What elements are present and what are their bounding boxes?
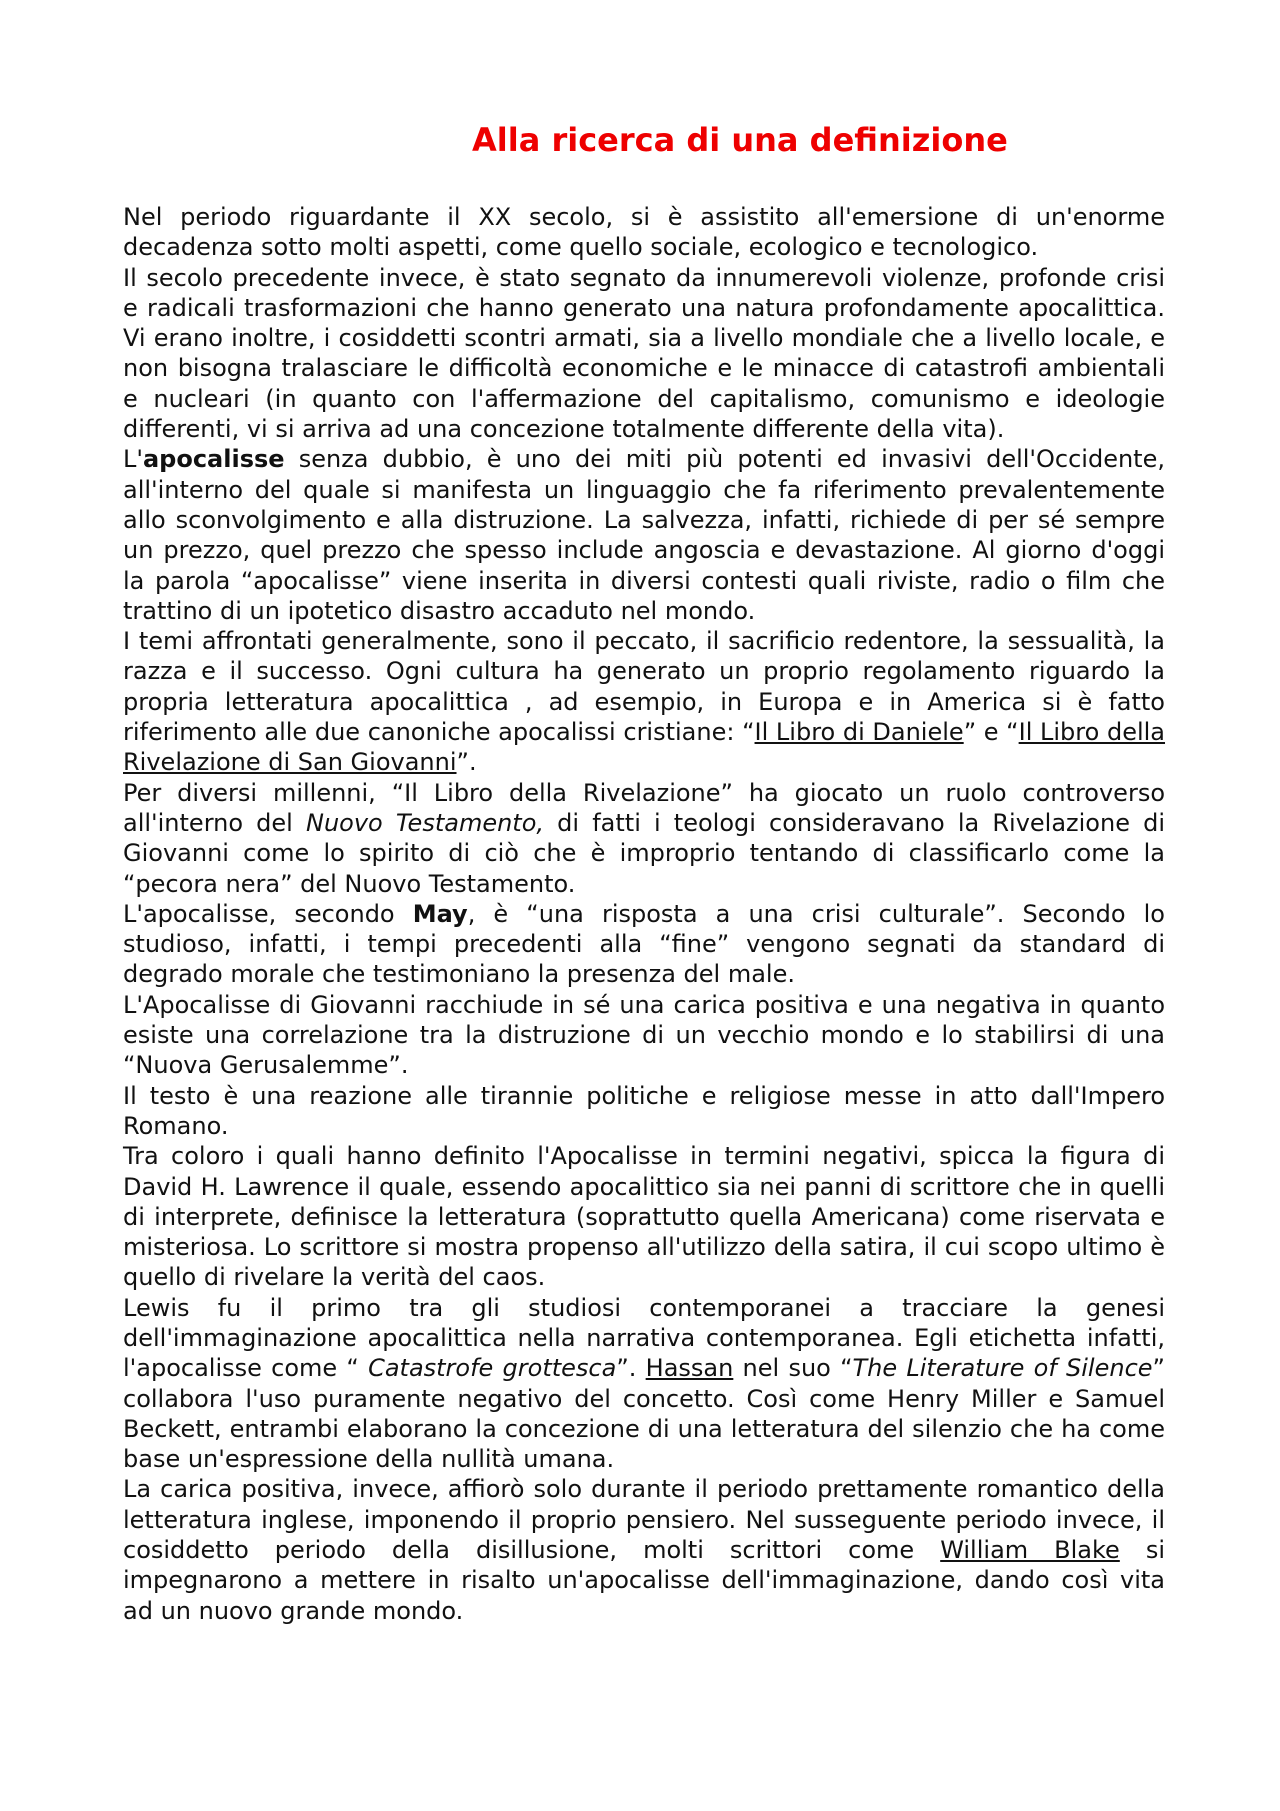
text-span: ”. <box>456 748 477 777</box>
paragraph-2: Il secolo precedente invece, è stato segnato da innumerevoli violenze, profonde crisi e radicali trasformazioni che hanno generato una natura profondamente apocalittica. Vi erano inoltre, i cosiddetti scontri armati, sia a livello mondiale che a livello locale, e non bisogna tralasciare le difficoltà economiche e le minacce di catastrofi ambientali e nucleari (in quanto con l'affermazione del capitalismo, comunismo e ideologie differenti, vi si arriva ad una concezione totalmente differente della vita). <box>123 263 1165 444</box>
text-span: , è “una risposta a una crisi culturale”. Secondo lo studioso, infatti, i tempi precedenti alla “fine” vengono segnati da standard di degrado morale che testimoniano la presenza del male. <box>123 899 1165 989</box>
text-span: Lewis fu il primo tra gli studiosi contemporanei a tracciare la genesi dell'immaginazione apocalittica nella narrativa contemporanea. Egli etichetta infatti, l'apocalisse come “ <box>123 1293 1165 1383</box>
text-span: L' <box>123 445 143 474</box>
paragraph-11 <box>123 1474 1165 1625</box>
paragraph-7: L'Apocalisse di Giovanni racchiude in sé una carica positiva e una negativa in quanto esiste una correlazione tra la distruzione di un vecchio mondo e lo stabilirsi di una “Nuova Gerusalemme”. <box>123 990 1165 1080</box>
document-page <box>123 120 1165 1626</box>
text-span: si impegnarono a mettere in risalto un'apocalisse dell'immaginazione, dando così vita ad un nuovo grande mondo. <box>123 1536 1165 1625</box>
paragraph-6 <box>123 899 1165 990</box>
text-span: senza dubbio, è uno dei miti più potenti ed invasivi dell'Occidente, all'interno del quale si manifesta un linguaggio che fa riferimento prevalentemente allo sconvolgimento e alla distruzione. La salvezza, infatti, richiede di per sé sempre un prezzo, quel prezzo che spesso include angoscia e devastazione. Al giorno d'oggi la parola “apocalisse” viene inserita in diversi contesti quali riviste, radio o film che trattino di un ipotetico disastro accaduto nel mondo. <box>123 445 1165 625</box>
paragraph-5 <box>123 778 1165 899</box>
link-libro-di-daniele[interactable]: Il Libro di Daniele <box>754 718 964 747</box>
link-libro-rivelazione[interactable]: Il Libro della Rivelazione di San Giovanni <box>123 718 1166 777</box>
paragraph-3 <box>123 444 1165 626</box>
italic-catastrofe-grottesca: Catastrofe grottesca <box>368 1354 617 1383</box>
link-william-blake[interactable]: William Blake <box>940 1536 1120 1565</box>
text-span: La carica positiva, invece, affiorò solo durante il periodo prettamente romantico della letteratura inglese, imponendo il proprio pensiero. Nel susseguente periodo invece, il cosiddetto periodo della disillusione, molti scrittori come <box>123 1475 1165 1565</box>
paragraph-9: Tra coloro i quali hanno definito l'Apocalisse in termini negativi, spicca la figura di David H. Lawrence il quale, essendo apocalittico sia nei panni di scrittore che in quelli di interprete, definisce la letteratura (soprattutto quella Americana) come riservata e misteriosa. Lo scrittore si mostra propenso all'utilizzo della satira, il cui scopo ultimo è quello di rivelare la verità del caos. <box>123 1142 1165 1292</box>
text-span: Per diversi millenni, “Il Libro della Rivelazione” ha giocato un ruolo controverso all'interno del <box>123 778 1165 837</box>
text-span: L'apocalisse, secondo <box>123 899 413 928</box>
text-span: di fatti i teologi consideravano la Rivelazione di Giovanni come lo spirito di ciò che è improprio tentando di classificarlo come la “pecora nera” del Nuovo Testamento. <box>123 808 1166 898</box>
text-span: I temi affrontati generalmente, sono il peccato, il sacrificio redentore, la sessualità, la razza e il successo. Ogni cultura ha generato un proprio regolamento riguardo la propria letteratura apocalittica , ad esempio, in Europa e in America si è fatto riferimento alle due canoniche apocalissi cristiane: “ <box>123 627 1165 747</box>
page-title: Alla ricerca di una definizione <box>472 121 1008 159</box>
text-span: ” collabora l'uso puramente negativo del concetto. Così come Henry Miller e Samuel Beckett, entrambi elaborano la concezione di una letteratura del silenzio che ha come base un'espressione della nullità umana. <box>123 1354 1165 1474</box>
text-span: ” e “ <box>963 718 1019 747</box>
link-hassan[interactable]: Hassan <box>645 1354 734 1383</box>
italic-nuovo-testamento: Nuovo Testamento, <box>305 808 545 837</box>
paragraph-10 <box>123 1293 1165 1475</box>
paragraph-4 <box>123 626 1165 777</box>
bold-name-may: May <box>412 899 468 928</box>
paragraph-1: Nel periodo riguardante il XX secolo, si è assistito all'emersione di un'enorme decadenza sotto molti aspetti, come quello sociale, ecologico e tecnologico. <box>123 203 1165 262</box>
italic-literature-of-silence: The Literature of Silence <box>852 1354 1153 1383</box>
bold-term-apocalisse: apocalisse <box>142 445 285 474</box>
text-span: nel suo “ <box>733 1354 853 1383</box>
paragraph-8: Il testo è una reazione alle tirannie politiche e religiose messe in atto dall'Impero Romano. <box>123 1081 1165 1140</box>
text-span: ”. <box>616 1354 646 1383</box>
